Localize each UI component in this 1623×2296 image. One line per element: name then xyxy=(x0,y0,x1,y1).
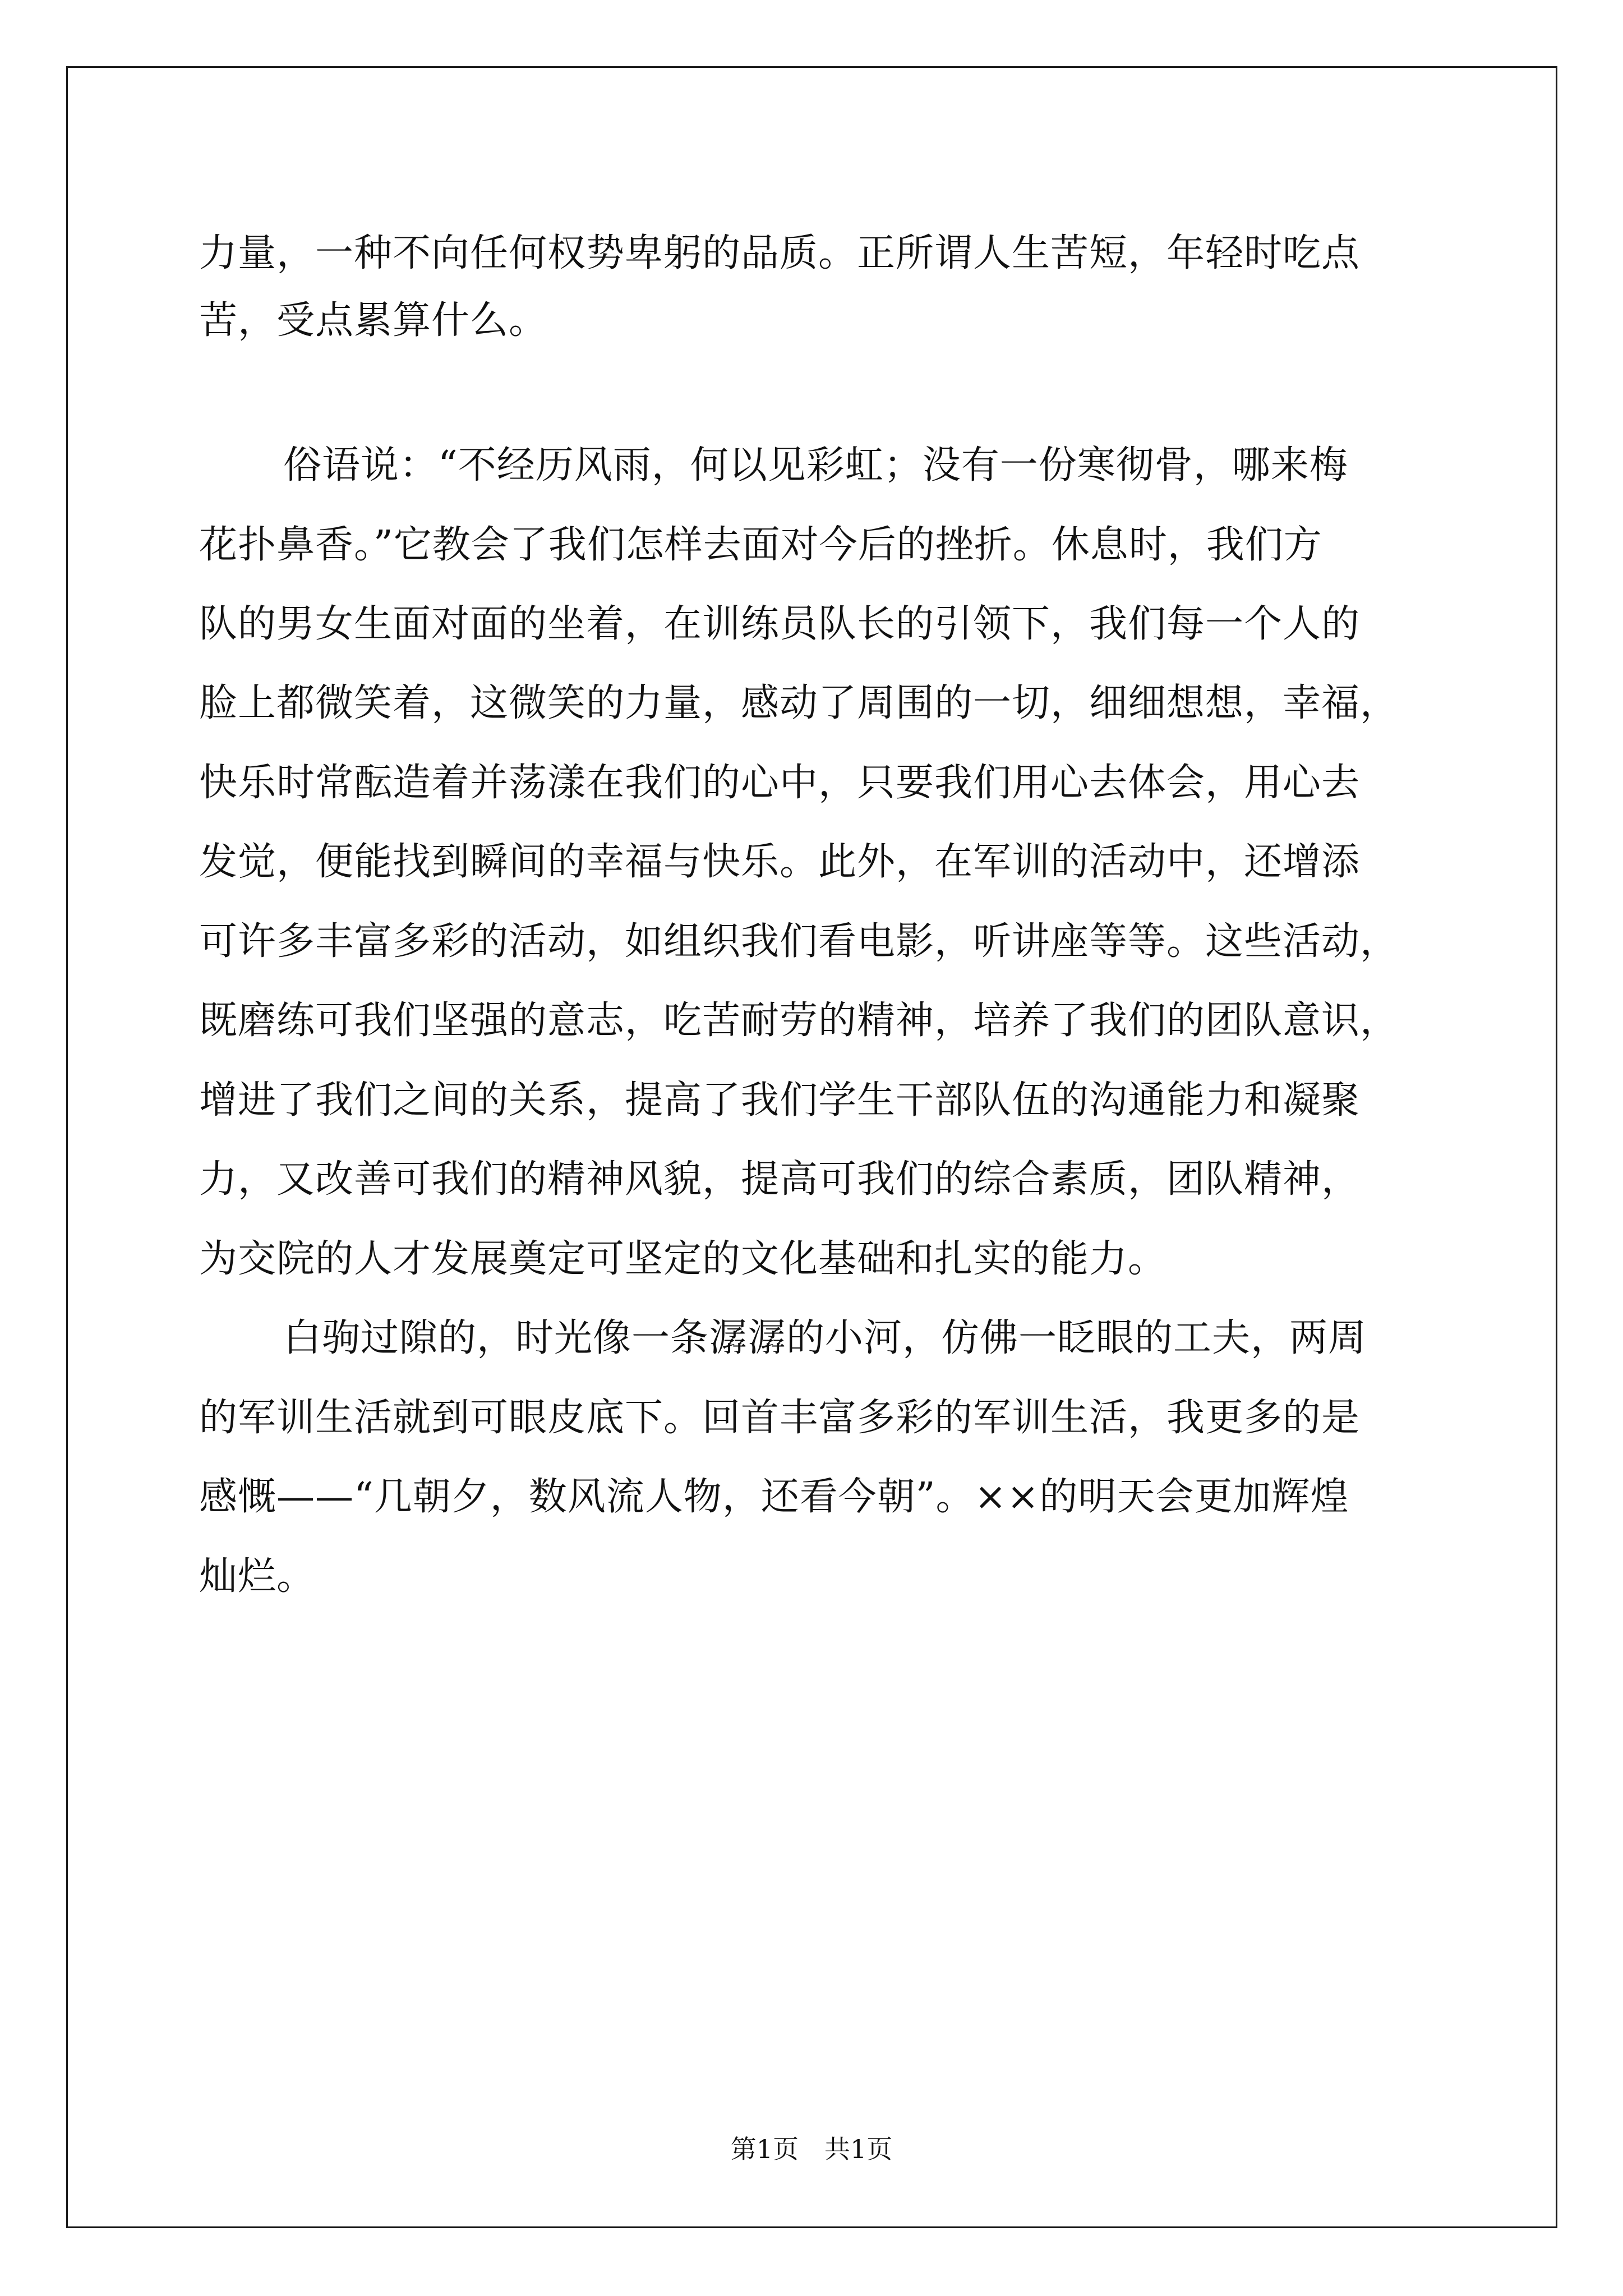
page-footer: 第1页 共1页 xyxy=(730,2134,893,2164)
paragraph-line: 脸上都微笑着，这微笑的力量，感动了周围的一切，细细想想，幸福， xyxy=(199,681,1399,725)
paragraph-line: 发觉，便能找到瞬间的幸福与快乐。此外，在军训的活动中，还增添 xyxy=(199,840,1361,884)
paragraph-line: 的军训生活就到可眼皮底下。回首丰富多彩的军训生活，我更多的是 xyxy=(199,1396,1361,1440)
paragraph-line: 力量，一种不向任何权势卑躬的品质。正所谓人生苦短，年轻时吃点 xyxy=(199,231,1361,275)
paragraph-line: 既磨练可我们坚强的意志，吃苦耐劳的精神，培养了我们的团队意识， xyxy=(199,999,1399,1043)
paragraph-line: 为交院的人才发展奠定可坚定的文化基础和扎实的能力。 xyxy=(199,1237,1167,1281)
paragraph-line: 感慨——“几朝夕，数风流人物，还看今朝”。××的明天会更加辉煌 xyxy=(199,1475,1349,1519)
paragraph-line: 苦，受点累算什么。 xyxy=(199,298,548,343)
paragraph-line: 力，又改善可我们的精神风貌，提高可我们的综合素质，团队精神， xyxy=(199,1157,1361,1202)
paragraph-line: 快乐时常酝造着并荡漾在我们的心中，只要我们用心去体会，用心去 xyxy=(199,761,1361,805)
page-border xyxy=(66,66,1557,2228)
paragraph-line: 可许多丰富多彩的活动，如组织我们看电影，听讲座等等。这些活动， xyxy=(199,919,1399,964)
paragraph-line: 花扑鼻香。”它教会了我们怎样去面对今后的挫折。休息时，我们方 xyxy=(199,523,1322,567)
paragraph-line: 灿烂。 xyxy=(199,1554,316,1599)
paragraph-line: 俗语说：“不经历风雨，何以见彩虹；没有一份寒彻骨，哪来梅 xyxy=(283,443,1348,487)
paragraph-line: 队的男女生面对面的坐着，在训练员队长的引领下，我们每一个人的 xyxy=(199,602,1361,646)
paragraph-line: 白驹过隙的，时光像一条潺潺的小河，仿佛一眨眼的工夫，两周 xyxy=(283,1316,1367,1360)
paragraph-line: 增进了我们之间的关系，提高了我们学生干部队伍的沟通能力和凝聚 xyxy=(199,1078,1361,1122)
